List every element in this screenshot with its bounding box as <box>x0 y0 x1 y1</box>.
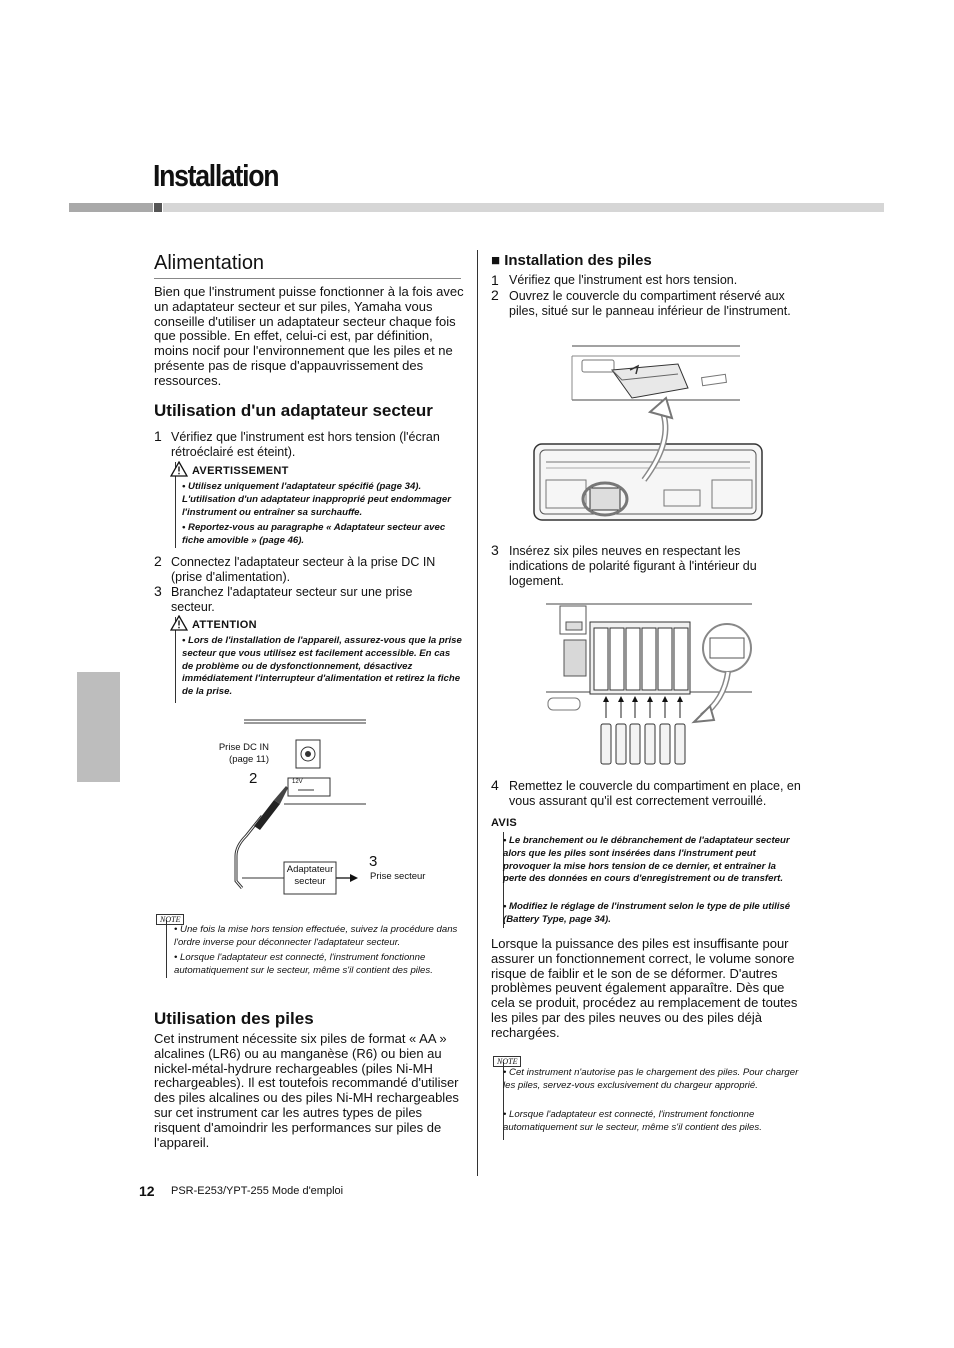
outlet-arrow-head <box>350 874 358 882</box>
chapter-side-tab <box>77 672 120 782</box>
adapter-step-1: Vérifiez que l'instrument est hors tension (l'écran rétroéclairé est éteint). <box>171 430 440 459</box>
attention-label: ATTENTION <box>192 619 257 631</box>
voltage-label: 12V <box>292 779 303 785</box>
step-number: 3 <box>491 542 499 558</box>
warning-item: • Reportez-vous au paragraphe « Adaptateur secteur avec fiche amovible » (page 46). <box>182 522 446 546</box>
adapter-step-2: Connectez l'adaptateur secteur à la prise DC IN (prise d'alimentation). <box>171 555 436 584</box>
batteries-heading: Utilisation des piles <box>154 1009 314 1028</box>
warning-label: AVERTISSEMENT <box>192 465 289 477</box>
warning-icon <box>170 461 188 477</box>
adapter-step-3: Branchez l'adaptateur secteur sur une prise secteur. <box>171 585 413 614</box>
low-battery-paragraph: Lorsque la puissance des piles est insuffisante pour assurer un fonctionnement correct, le volume sonore risque de faiblir et le son de se déformer. D'autres problèmes peuvent également apparaître. Dès que cela se produit, procédez au remplacement de toutes les piles par des piles neuves ou des piles déjà rechargées. <box>491 936 798 1040</box>
dc-plug <box>254 800 280 830</box>
battery-step-3: Insérez six piles neuves en respectant les indications de polarité figurant à l'intérieur du logement. <box>509 544 757 588</box>
header-bar-marker <box>154 203 162 212</box>
header-bar-right <box>163 203 884 212</box>
intro-paragraph: Bien que l'instrument puisse fonctionner à la fois avec un adaptateur secteur et sur piles, Yamaha vous conseille d'utiliser un adaptateur secteur chaque fois que possible. En effet, celui-ci est, par définition, moins nocif pour l'environnement que les piles et ne présente pas de risque d'appauvrissement des ressources. <box>154 284 464 388</box>
installation-heading: ■ Installation des piles <box>491 252 652 269</box>
adapter-heading: Utilisation d'un adaptateur secteur <box>154 401 433 420</box>
battery-compartment <box>590 488 620 510</box>
battery-step-1: Vérifiez que l'instrument est hors tension. <box>509 273 738 287</box>
battery-cover-diagram <box>532 340 768 522</box>
battery-step-4: Remettez le couvercle du compartiment en place, en vous assurant qu'il est correctement verrouillé. <box>509 779 801 808</box>
step-number: 2 <box>491 287 499 303</box>
step-number: 1 <box>491 272 499 288</box>
adapter-label: Adaptateur secteur <box>286 864 334 887</box>
note-label: NOTE <box>493 1056 521 1067</box>
caution-icon <box>170 615 188 631</box>
step-number: 2 <box>154 553 162 569</box>
battery-cover <box>612 364 688 398</box>
battery-step-2: Ouvrez le couvercle du compartiment réservé aux piles, situé sur le panneau inférieur de l'instrument. <box>509 289 791 318</box>
avis-label: AVIS <box>491 817 518 829</box>
column-divider <box>477 250 478 1176</box>
step-number: 1 <box>154 428 162 444</box>
avis-item: • Modifiez le réglage de l'instrument selon le type de pile utilisé (Battery Type, page 34). <box>503 901 791 925</box>
note-label: NOTE <box>156 914 184 925</box>
insert-arrows <box>606 700 680 718</box>
attention-item: • Lors de l'installation de l'appareil, assurez-vous que la prise secteur que vous utilisez est facilement accessible. En cas de problème ou de dysfonctionnement, désactivez immédiatement l'interrupteur d'alimentation et retirez la fiche de la prise. <box>182 635 462 698</box>
footer-manual-title: PSR-E253/YPT-255 Mode d'emploi <box>171 1185 344 1197</box>
callout-2: 2 <box>249 770 258 787</box>
step-number: 4 <box>491 777 499 793</box>
dc-in-label: Prise DC IN <box>218 742 269 753</box>
header-bar-left <box>69 203 153 212</box>
attention-header <box>170 615 257 631</box>
section-title-rule <box>154 278 461 279</box>
note-item: • Une fois la mise hors tension effectuée, suivez la procédure dans l'ordre inverse pour déconnecter l'adaptateur secteur. <box>174 924 458 948</box>
page-title: Installation <box>153 158 279 193</box>
aa-batteries <box>601 724 685 764</box>
instrument-underside <box>534 444 762 520</box>
batteries-paragraph: Cet instrument nécessite six piles de format « AA » alcalines (LR6) ou au manganèse (R6) ou bien au nickel-métal-hydrure rechargeables (piles Ni-MH rechargeables). Il est toutefois recommandé d'utiliser des piles alcalines ou des piles Ni-MH rechargeables sur cet instrument car les autres types de piles risquent d'amoindrir les performances sur piles de l'appareil. <box>154 1031 459 1150</box>
avis-item: • Le branchement ou le débranchement de l'adaptateur secteur alors que les piles sont insérées dans l'instrument peut provoquer la mise hors tension de ce dernier, et entraîner la perte des données en cours d'enregistrement ou de transfert. <box>503 835 790 885</box>
step-number: 3 <box>154 583 162 599</box>
dc-in-page: (page 11) <box>229 754 269 765</box>
note-item: • Lorsque l'adaptateur est connecté, l'instrument fonctionne automatiquement sur le secteur, même s'il contient des piles. <box>174 952 433 976</box>
note-bar <box>166 920 167 978</box>
warning-header <box>170 461 289 477</box>
outlet-label: Prise secteur <box>370 871 426 882</box>
warning-item: • Utilisez uniquement l'adaptateur spécifié (page 34). L'utilisation d'un adaptateur inapproprié peut endommager l'instrument ou entraîner sa surchauffe. <box>182 481 451 518</box>
section-title-alimentation: Alimentation <box>154 252 265 274</box>
note-item: • Lorsque l'adaptateur est connecté, l'instrument fonctionne automatiquement sur le secteur, même s'il contient des piles. <box>503 1109 762 1133</box>
battery-insertion-diagram <box>544 600 758 768</box>
callout-3: 3 <box>369 853 378 870</box>
page-number: 12 <box>139 1183 155 1199</box>
note-item: • Cet instrument n'autorise pas le chargement des piles. Pour charger les piles, servez-vous exclusivement du chargeur approprié. <box>503 1067 799 1091</box>
